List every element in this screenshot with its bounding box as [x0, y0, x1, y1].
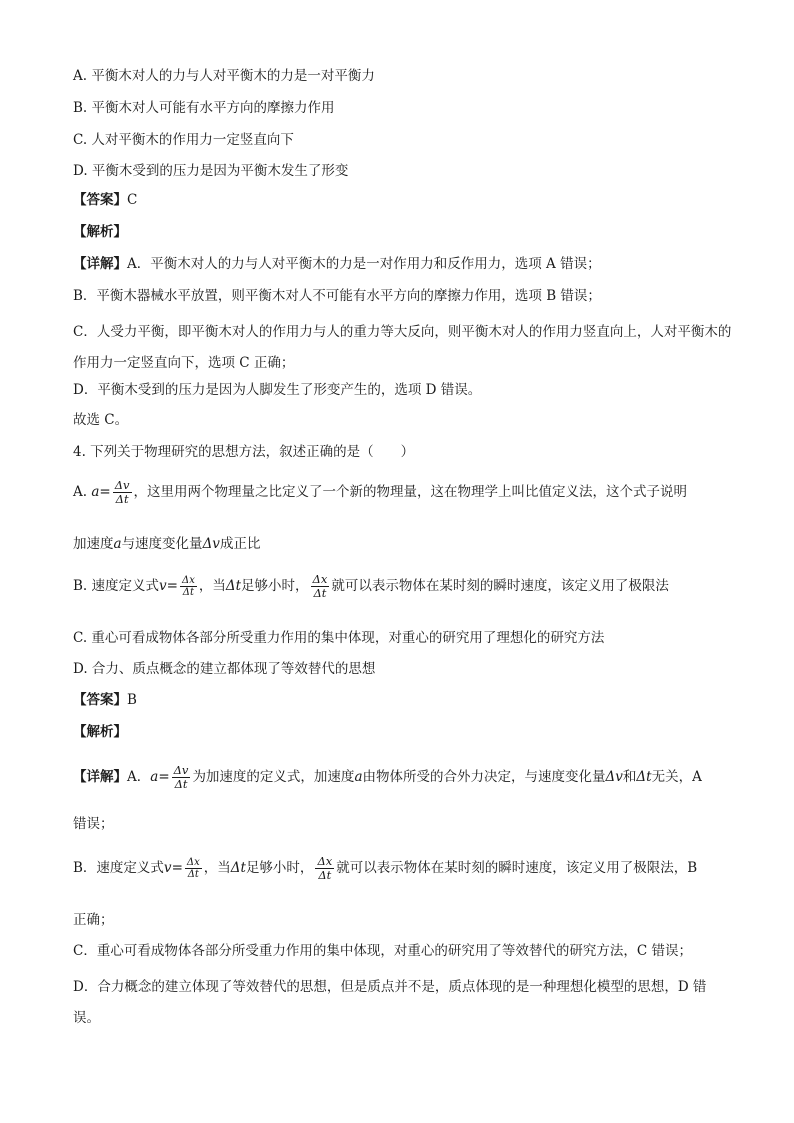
fraction-dx-dt-large: $\frac{\Delta x}{\Delta t}$ [312, 572, 328, 600]
fraction-dv-dt: $\frac{\Delta v}{\Delta t}$ [114, 478, 130, 506]
fraction-dx-dt-detail: $\frac{\Delta x}{\Delta t}$ [186, 857, 200, 880]
q4-detail-a: 【详解】A．a= $\frac{\Delta v}{\Delta t}$ 为加速度的定义式，加速度a由物体所受的合外力决定，与速度变化量Δv和Δt无关，A [73, 763, 702, 791]
q4-option-a: A. a= $\frac{\Delta v}{\Delta t}$ ，这里用两个物理量之比定义了一个新的物理量，这在物理学上叫比值定义法，这个式子说明 [73, 478, 688, 506]
fraction-dx-dt: $\frac{\Delta x}{\Delta t}$ [181, 575, 195, 598]
answer-tag: 【答案】 [73, 192, 127, 208]
q4-detail-b: B．速度定义式v= $\frac{\Delta x}{\Delta t}$ ，当Δt足够小时， $\frac{\Delta x}{\Delta t}$ 就可以表示物体在某时刻的瞬时速度，该定义用了极限法，B [73, 854, 698, 882]
q4-option-c: C. 重心可看成物体各部分所受重力作用的集中体现，对重心的研究用了理想化的研究方法 [73, 630, 605, 646]
q4-detail-a-cont: 错误； [73, 816, 114, 832]
q3-option-d: D. 平衡木受到的压力是因为平衡木发生了形变 [73, 163, 349, 179]
q3-option-c: C. 人对平衡木的作用力一定竖直向下 [73, 132, 294, 148]
q4-detail-c: C．重心可看成物体各部分所受重力作用的集中体现，对重心的研究用了等效替代的研究方法，C 错误； [73, 943, 692, 959]
q3-detail-d: D．平衡木受到的压力是因为人脚发生了形变产生的，选项 D 错误。 [73, 382, 482, 398]
q4-analysis-tag: 【解析】 [73, 724, 127, 740]
q4-answer: 【答案】B [73, 692, 137, 708]
q4-option-b: B. 速度定义式v= $\frac{\Delta x}{\Delta t}$ ，当Δt足够小时， $\frac{\Delta x}{\Delta t}$ 就可以表示物体在某时刻的瞬时速度，该定义用了极限法 [73, 572, 669, 600]
answer-value: C [127, 192, 138, 208]
q4-detail-d: D．合力概念的建立体现了等效替代的思想，但是质点并不是，质点体现的是一种理想化模型的思想，D 错误。 [73, 979, 707, 1026]
q3-analysis-tag: 【解析】 [73, 224, 127, 240]
q3-detail-b: B．平衡木器械水平放置，则平衡木对人不可能有水平方向的摩擦力作用，选项 B 错误； [73, 288, 601, 304]
q3-answer [73, 190, 137, 210]
q3-detail-c: C．人受力平衡，即平衡木对人的作用力与人的重力等大反向，则平衡木对人的作用力竖直向上，人对平衡木的作用力一定竖直向下，选项 C 正确； [73, 324, 732, 371]
q3-option-a: A. 平衡木对人的力与人对平衡木的力是一对平衡力 [73, 68, 375, 84]
q4-option-d: D. 合力、质点概念的建立都体现了等效替代的思想 [73, 661, 376, 677]
q3-option-b: B. 平衡木对人可能有水平方向的摩擦力作用 [73, 100, 335, 116]
fraction-dx-dt-detail-large: $\frac{\Delta x}{\Delta t}$ [317, 854, 333, 882]
fraction-dv-dt-detail: $\frac{\Delta v}{\Delta t}$ [173, 763, 189, 791]
q3-detail-a: 【详解】A．平衡木对人的力与人对平衡木的力是一对作用力和反作用力，选项 A 错误； [73, 256, 601, 272]
detail-tag: 【详解】 [73, 256, 127, 272]
q4-option-a-cont: 加速度a与速度变化量Δv成正比 [73, 536, 261, 552]
q4-detail-b-cont: 正确； [73, 912, 114, 928]
q3-conclusion: 故选 C。 [73, 412, 129, 428]
q4-stem: 4. 下列关于物理研究的思想方法，叙述正确的是（ ） [73, 444, 415, 460]
